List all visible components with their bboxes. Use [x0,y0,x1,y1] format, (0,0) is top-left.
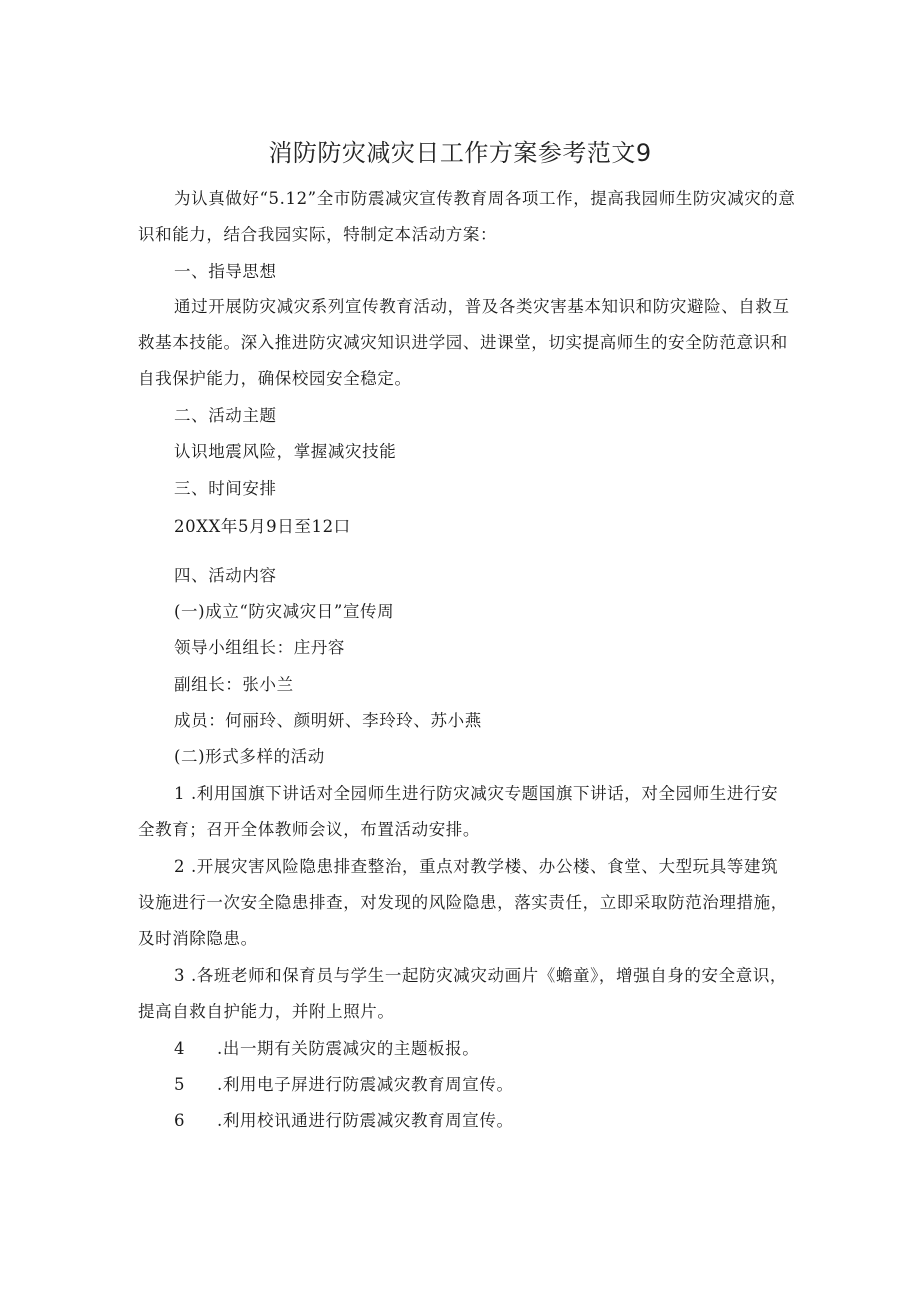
subsection-heading-activities: (二)形式多样的活动 [174,747,325,766]
section-heading-guiding-thought: 一、指导思想 [174,262,277,281]
section-heading-content: 四、活动内容 [174,566,277,585]
leader-line: 领导小组组长：庄丹容 [174,638,345,657]
item-2-line-2: 设施进行一次安全隐患排查，对发现的风险隐患，落实责任，立即采取防范治理措施， [138,893,788,912]
members-line: 成员：何丽玲、颜明妍、李玲玲、苏小燕 [174,711,482,730]
intro-line-1: 为认真做好“5.12”全市防震减灾宣传教育周各项工作，提高我园师生防灾减灾的意 [174,189,796,208]
item-3-line-2: 提高自救自护能力，并附上照片。 [138,1002,395,1021]
item-5-text: .利用电子屏进行防震减灾教育周宣传。 [217,1075,514,1094]
item-2-line-3: 及时消除隐患。 [138,929,258,948]
item-1-line-2: 全教育；召开全体教师会议，布置活动安排。 [138,820,480,839]
intro-line-2: 识和能力，结合我园实际，特制定本活动方案： [138,225,498,244]
item-5-number: 5 [174,1075,186,1094]
document-title: 消防防灾减灾日工作方案参考范文9 [268,139,652,167]
item-1-line-1: 1 .利用国旗下讲话对全园师生进行防灾减灾专题国旗下讲话，对全园师生进行安 [174,784,779,803]
schedule-text: 20XX年5月9日至12口 [174,517,351,536]
item-3-line-1: 3 .各班老师和保育员与学生一起防灾减灾动画片《蟾童》，增强自身的安全意识， [174,966,788,985]
item-4-number: 4 [174,1039,186,1058]
guiding-thought-line-1: 通过开展防灾减灾系列宣传教育活动，普及各类灾害基本知识和防灾避险、自救互 [174,297,790,316]
theme-text: 认识地震风险，掌握减灾技能 [174,442,397,461]
guiding-thought-line-3: 自我保护能力，确保校园安全稳定。 [138,369,412,388]
item-4-text: .出一期有关防震减灾的主题板报。 [217,1039,480,1058]
item-6-text: .利用校讯通进行防震减灾教育周宣传。 [217,1111,514,1130]
item-6-number: 6 [174,1111,186,1130]
section-heading-theme: 二、活动主题 [174,406,277,425]
section-heading-schedule: 三、时间安排 [174,479,277,498]
guiding-thought-line-2: 救基本技能。深入推进防灾减灾知识进学园、进课堂，切实提高师生的安全防范意识和 [138,333,788,352]
deputy-line: 副组长：张小兰 [174,675,294,694]
item-2-line-1: 2 .开展灾害风险隐患排查整治，重点对教学楼、办公楼、食堂、大型玩具等建筑 [174,857,779,876]
subsection-heading-week: (一)成立“防灾减灾日”宣传周 [174,602,395,621]
